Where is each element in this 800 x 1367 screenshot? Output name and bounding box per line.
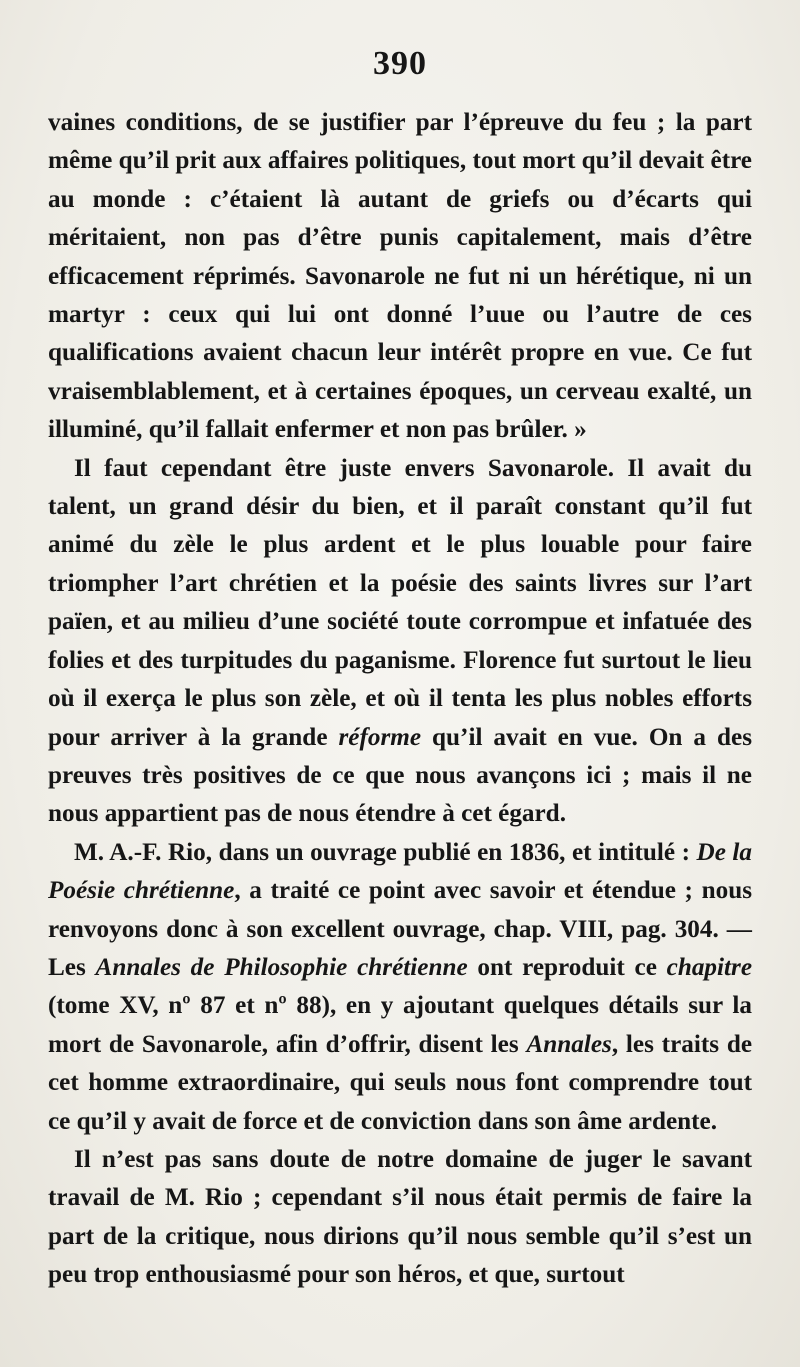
page-number: 390 <box>373 45 427 82</box>
text-segment: ont reproduit ce <box>467 953 667 981</box>
text-segment: Il n’est pas sans doute de notre domaine de juger le savant travail de M. Rio ; cependant s’il nous était permis de faire la part de la critique, nous dirions qu’il nous semble qu’il s’est un peu trop enthousiasmé pour son héros, et que, surtout <box>48 1145 752 1289</box>
text-segment: Il faut cependant être juste envers Savonarole. Il avait du talent, un grand désir du bien, et il paraît constant qu’il fut animé du zèle le plus ardent et le plus louable pour faire triompher l’art chrétien et la poésie des saints livres sur l’art païen, et au milieu d’une société toute corrompue et infatuée des folies et des turpitudes du paganisme. Florence fut surtout le lieu où il exerça le plus son zèle, et où il tenta les plus nobles efforts pour arriver à la grande <box>48 454 752 751</box>
paragraph <box>48 834 752 1141</box>
text-segment: (tome XV, nº 87 et nº 88), en y ajoutant quelques détails sur la mort de Savonarole, afin d’offrir, disent les <box>48 992 752 1058</box>
text-segment: , les traits de cet homme extraordinaire, qui seuls nous font comprendre tout ce qu’il y avait de force et de conviction dans son âme ardente. <box>48 1030 753 1135</box>
italic-text: Annales de Philosophie chrétienne <box>95 953 468 981</box>
text-segment: M. A.-F. Rio, dans un ouvrage publié en 1836, et intitulé : <box>74 838 697 866</box>
paragraph <box>48 450 752 834</box>
text-segment: qu’il avait en vue. On a des preuves très positives de ce que nous avançons ici ; mais il ne nous appartient pas de nous étendre à cet égard. <box>48 723 753 828</box>
italic-text: Annales <box>526 1030 612 1058</box>
body-text <box>48 104 752 1295</box>
paragraph <box>48 104 752 450</box>
italic-text: réforme <box>338 723 422 751</box>
italic-text: chapitre <box>666 953 752 981</box>
paragraph <box>48 1141 752 1295</box>
italic-text: De la Poésie chrétienne <box>48 838 752 905</box>
text-segment: vaines conditions, de se justifier par l’épreuve du feu ; la part même qu’il prit aux affaires politiques, tout mort qu’il devait être au monde : c’étaient là autant de griefs ou d’écarts qui méritaient, non pas d’être punis capitalement, mais d’être efficacement réprimés. Savonarole ne fut ni un hérétique, ni un martyr : ceux qui lui ont donné l’uue ou l’autre de ces qualifications avaient chacun leur intérêt propre en vue. Ce fut vraisemblablement, et à certaines époques, un cerveau exalté, un illuminé, qu’il fallait enfermer et non pas brûler. » <box>48 109 752 444</box>
text-segment: , a traité ce point avec savoir et étendue ; nous renvoyons donc à son excellent ouvrage, chap. VIII, pag. 304. — Les <box>48 877 753 981</box>
